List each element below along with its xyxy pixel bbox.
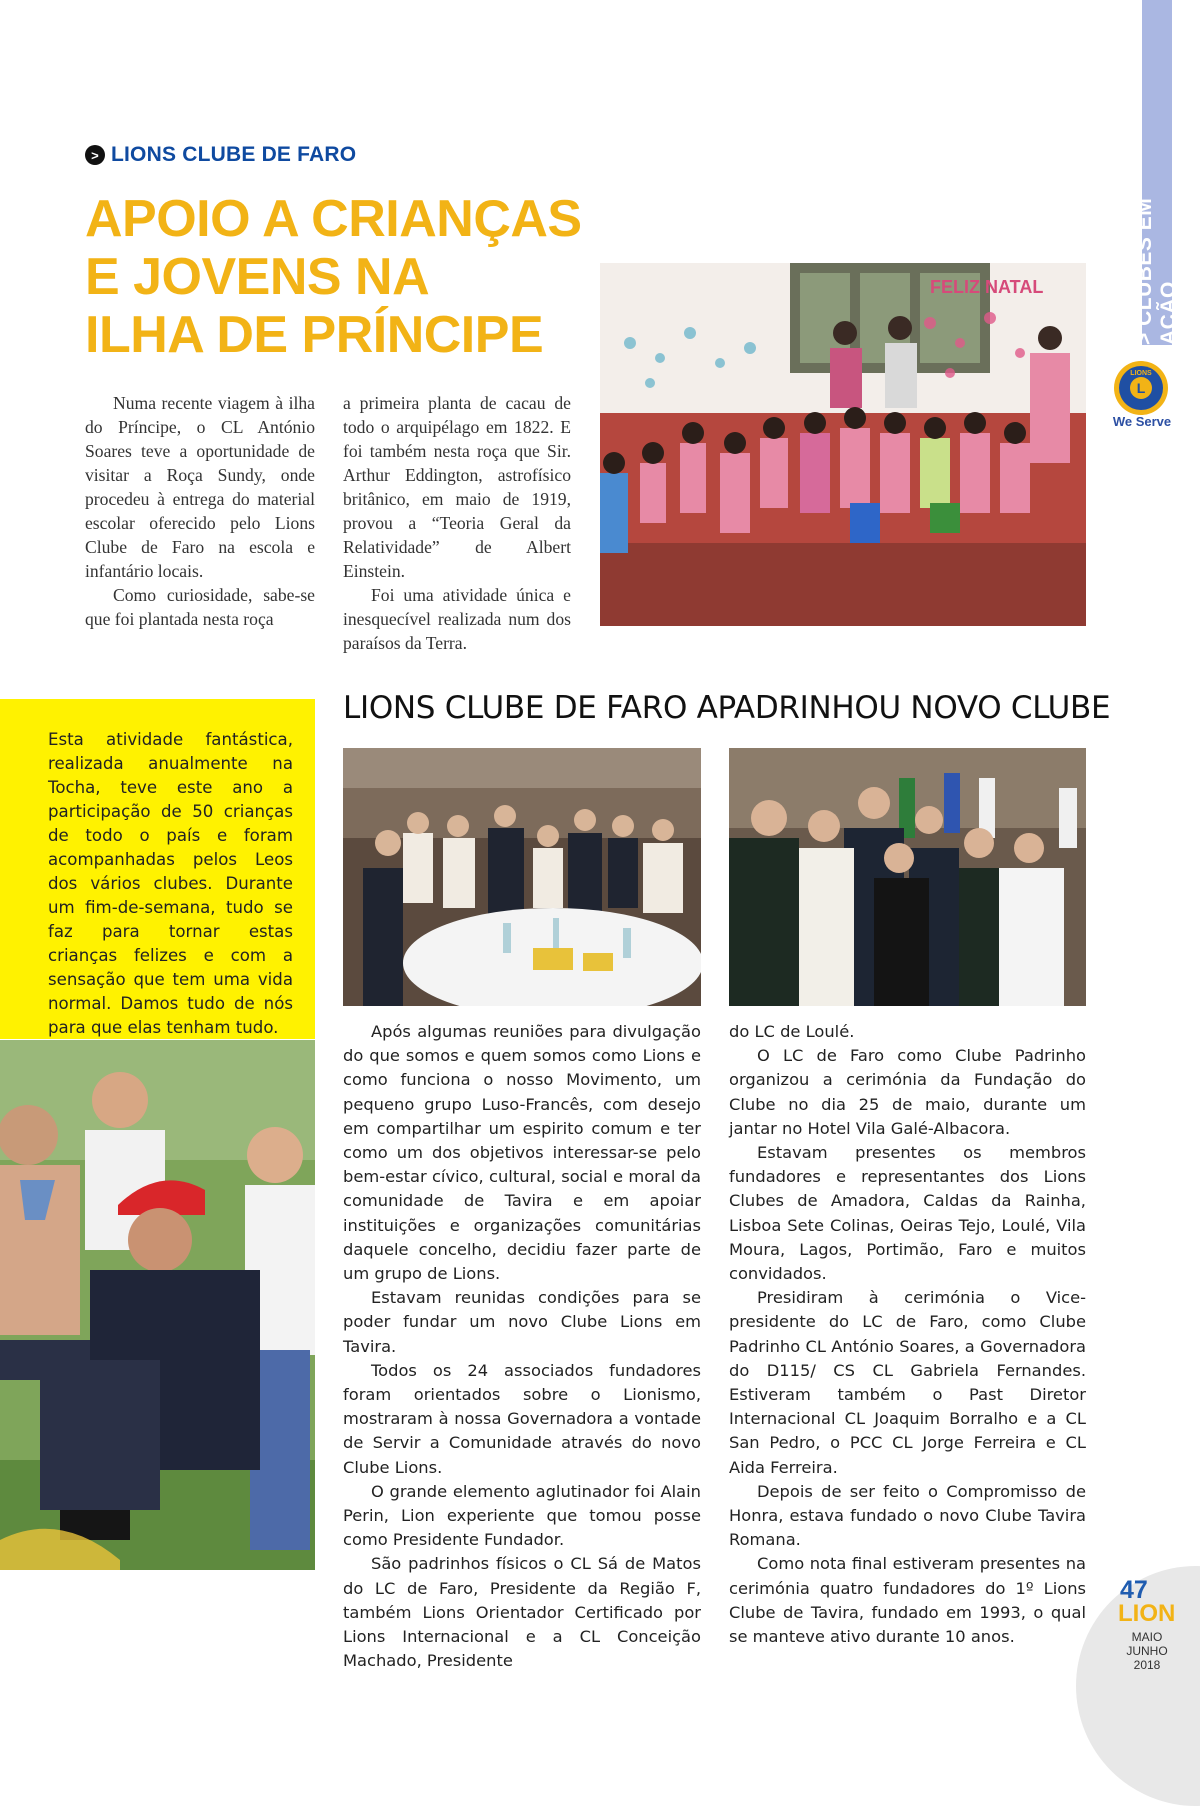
lions-logo xyxy=(1108,358,1174,418)
issue-year: 2018 xyxy=(1133,1658,1161,1672)
svg-text:L: L xyxy=(1136,380,1146,396)
paragraph: Foi uma atividade única e inesquecível realizada num dos paraísos da Terra. xyxy=(343,585,571,653)
photo-group-ceremony xyxy=(729,748,1086,1006)
page-title xyxy=(85,190,605,364)
issue-month-1: MAIO xyxy=(1131,1630,1163,1644)
article2-title: LIONS CLUBE DE FARO APADRINHOU NOVO CLUBE xyxy=(343,690,1111,726)
paragraph: Todos os 24 associados fundadores foram orientados sobre o Lionismo, mostraram à nossa Governadora a vontade de Servir a Comunidade através do novo Clube Lions. xyxy=(343,1360,701,1477)
page-number: 47 xyxy=(1120,1576,1148,1604)
logo-text: LIONS xyxy=(1130,370,1152,377)
paragraph: Numa recente viagem à ilha do Príncipe, o CL António Soares teve a oportunidade de visitar a Roça Sundy, onde procedeu à entrega do material escolar oferecido pelo Lions Clube de Faro na escola e infantário locais. xyxy=(85,393,315,581)
paragraph: O grande elemento aglutinador foi Alain Perin, Lion experiente que tomou posse como Presidente Fundador. xyxy=(343,1481,701,1550)
paragraph: O LC de Faro como Clube Padrinho organizou a cerimónia da Fundação do Clube no dia 25 de maio, durante um jantar no Hotel Vila Galé-Albacora. xyxy=(729,1046,1086,1138)
title-line: E JOVENS NA xyxy=(85,248,430,306)
title-line: APOIO A CRIANÇAS xyxy=(85,190,582,248)
title-line: ILHA DE PRÍNCIPE xyxy=(85,306,544,364)
photo-children-classroom xyxy=(600,263,1086,626)
paragraph: Presidiram à cerimónia o Vice-presidente do LC de Faro, como Clube Padrinho CL António Soares, a Governadora do D115/ CS CL Gabriela Fernandes. Estiveram também o Past Diretor Internacional CL Joaquim Borralho e a CL San Pedro, o PCC CL Jorge Ferreira e CL Aida Ferreira. xyxy=(729,1288,1086,1477)
highlight-box-text: Esta atividade fantástica, realizada anualmente na Tocha, teve este ano a participação de 50 crianças de todo o país e foram acompanhadas pelos Leos dos vários clubes. Durante um fim-de-semana, tudo se faz para tornar estas crianças felizes e com a sensação que tem uma vida normal. Damos tudo de nós para que elas tenham tudo. xyxy=(48,730,293,1037)
article2-column-2 xyxy=(729,1020,1086,1649)
paragraph: Estavam presentes os membros fundadores e representantes dos Lions Clubes de Amadora, Caldas da Rainha, Lisboa Sete Colinas, Oeiras Tejo, Loulé, Vila Moura, Lagos, Portimão, Faro e muitos convidados. xyxy=(729,1143,1086,1284)
paragraph: Depois de ser feito o Compromisso de Honra, estava fundado o novo Clube Tavira Romana. xyxy=(729,1481,1086,1550)
paragraph: Estavam reunidas condições para se poder fundar um novo Clube Lions em Tavira. xyxy=(343,1288,701,1356)
side-tab-label: > CLUBES EM AÇÃO xyxy=(1133,197,1180,345)
magazine-name: LION xyxy=(1118,1600,1176,1627)
article1-column-2 xyxy=(343,391,571,655)
paragraph: Após algumas reuniões para divulgação do que somos e quem somos como Lions e como funciona o nosso Movimento, um pequeno grupo Luso-Francês, com desejo em compartilhar um espirito comum e ter como um dos objetivos interessar-se pelo bem-estar cívico, cultural, social e moral da comunidade de Tavira e em apoiar instituições e organizações comunitárias daquele concelho, decidiu fazer parte de um grupo de Lions. xyxy=(343,1022,701,1284)
photo-dinner-ceremony xyxy=(343,748,701,1006)
photo-children-outdoor xyxy=(0,1040,315,1570)
paragraph: Como nota final estiveram presentes na cerimónia quatro fundadores do 1º Lions Clube de Tavira, fundado em 1993, o qual se manteve ativo durante 10 anos. xyxy=(729,1554,1086,1647)
arrow-right-icon: > xyxy=(85,145,105,165)
paragraph: São padrinhos físicos o CL Sá de Matos do LC de Faro, Presidente da Região F, também Lions Orientador Certificado por Lions Internacional e a CL Conceição Machado, Presidente xyxy=(343,1554,701,1671)
article1-column-1 xyxy=(85,391,315,631)
paragraph: do LC de Loulé. xyxy=(729,1022,855,1041)
paragraph: a primeira planta de cacau de todo o arquipélago em 1822. E foi também nesta roça que Sir. Arthur Eddington, astrofísico britânico, em maio de 1919, provou a “Teoria Geral da Relatividade” de Albert Einstein. xyxy=(343,393,571,581)
section-label-text: LIONS CLUBE DE FARO xyxy=(111,143,357,166)
issue-month-2: JUNHO xyxy=(1126,1644,1168,1658)
paragraph: Como curiosidade, sabe-se que foi plantada nesta roça xyxy=(85,585,315,629)
section-label xyxy=(85,143,356,167)
logo-tagline: We Serve xyxy=(1112,414,1172,429)
photo-caption-text: FELIZ NATAL xyxy=(930,277,1044,297)
article2-column-1 xyxy=(343,1020,701,1673)
